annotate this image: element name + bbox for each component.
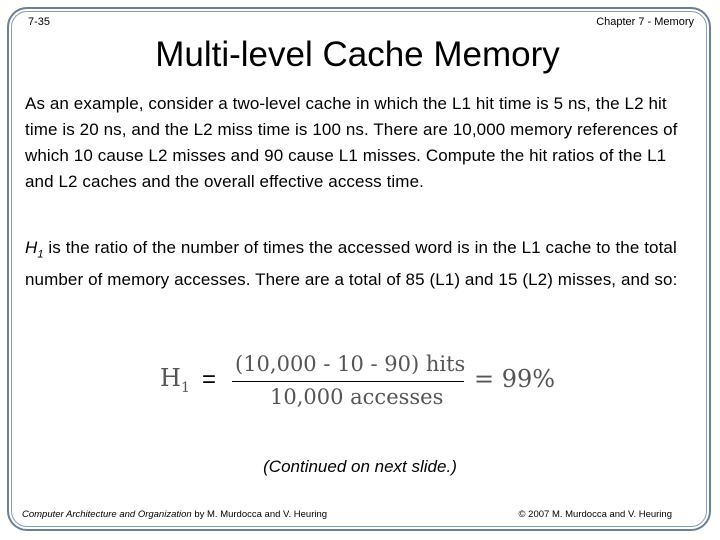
- formula-lhs-symbol: H: [160, 364, 181, 392]
- slide-number: 7-35: [28, 16, 51, 28]
- footer-book-credit: [22, 509, 327, 520]
- formula-fraction-bar: [232, 381, 464, 382]
- h1-definition-paragraph: [25, 235, 695, 293]
- formula-lhs-subscript: 1: [180, 379, 190, 396]
- formula-denominator: 10,000 accesses: [270, 385, 444, 409]
- continued-note: (Continued on next slide.): [263, 457, 457, 476]
- footer-book-authors: by M. Murdocca and V. Heuring: [191, 509, 328, 520]
- formula-lhs: [160, 364, 190, 396]
- slide-title: Multi-level Cache Memory: [155, 35, 560, 74]
- formula-result: = 99%: [474, 365, 556, 393]
- formula-equals: =: [202, 366, 217, 393]
- h1-symbol: H: [25, 238, 38, 257]
- footer-book-title: Computer Architecture and Organization: [22, 509, 192, 520]
- formula-numerator: (10,000 - 10 - 90) hits: [235, 352, 466, 376]
- chapter-label: Chapter 7 - Memory: [596, 16, 694, 28]
- example-paragraph: As an example, consider a two-level cache in which the L1 hit time is 5 ns, the L2 hit time is 20 ns, and the L2 miss time is 100 ns. There are 10,000 memory references of which 10 cause L2 misses and 90 cause L1 misses. Compute the hit ratios of the L1 and L2 caches and the overall effective access time.: [25, 94, 678, 191]
- h1-symbol-subscript: 1: [37, 248, 44, 261]
- footer-copyright: © 2007 M. Murdocca and V. Heuring: [518, 509, 672, 520]
- h1-definition-text: is the ratio of the number of times the accessed word is in the L1 cache to the total number of memory accesses. There are a total of 85 (L1) and 15 (L2) misses, and so:: [25, 238, 678, 290]
